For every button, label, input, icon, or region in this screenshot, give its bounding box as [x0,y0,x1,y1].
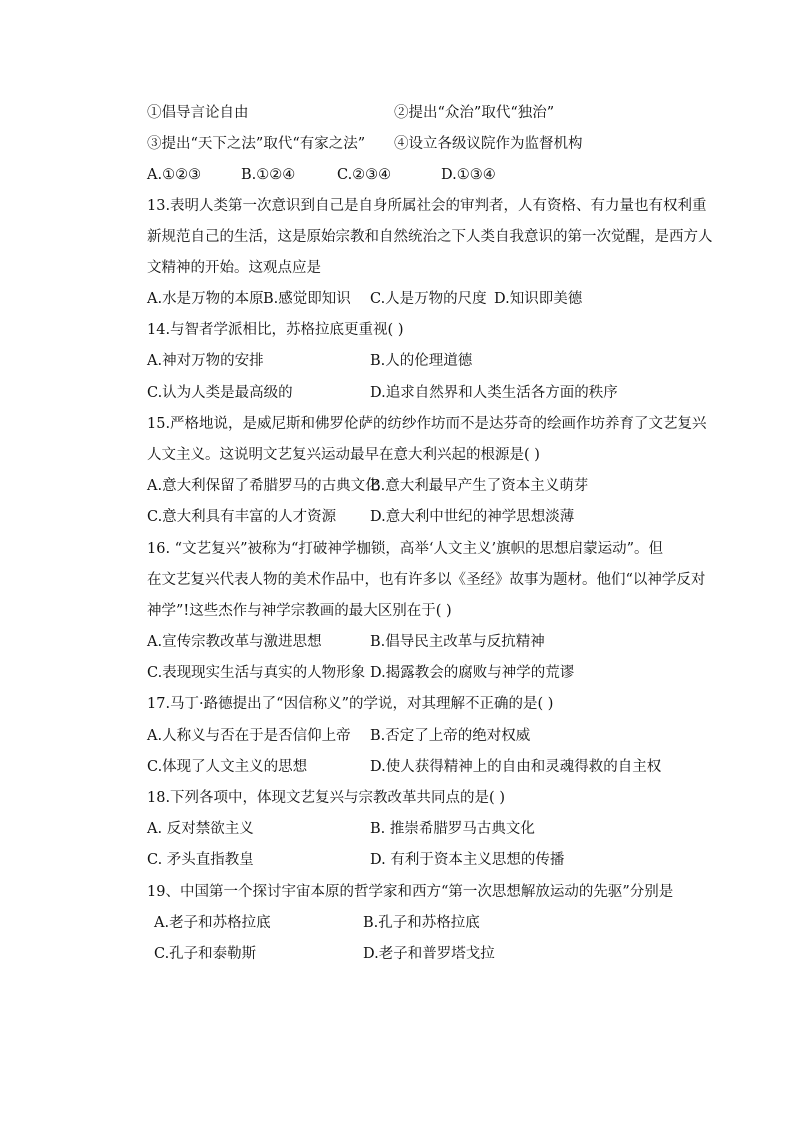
q13-option-c: C.人是万物的尺度 [370,291,487,307]
q13-option-a: A.水是万物的本原 [147,291,264,307]
q13-option-b: B.感觉即知识 [263,291,351,307]
q15-line-1: 15.严格地说，是威尼斯和佛罗伦萨的纺纱作坊而不是达芬奇的绘画作坊养育了文艺复兴 [147,416,707,432]
q17-option-b: B.否定了上帝的绝对权威 [370,728,531,744]
q14-option-a: A.神对万物的安排 [147,353,264,369]
q16-option-a: A.宣传宗教改革与激进思想 [147,634,322,650]
q19-option-c: C.孔子和泰勒斯 [154,946,257,962]
q16-line-2: 在文艺复兴代表人物的美术作品中，也有许多以《圣经》故事为题材。他们“以神学反对 [147,572,706,588]
q14-option-c: C.认为人类是最高级的 [147,385,293,401]
q16-option-d: D.揭露教会的腐败与神学的荒谬 [370,665,575,681]
q19-option-a: A.老子和苏格拉底 [154,915,271,931]
q19-option-b: B.孔子和苏格拉底 [363,915,480,931]
q18-option-b: B. 推崇希腊罗马古典文化 [370,821,535,837]
statement-2: ②提出“众治”取代“独治” [394,105,555,121]
q18-option-a: A. 反对禁欲主义 [147,821,254,837]
q19-option-d: D.老子和普罗塔戈拉 [363,946,495,962]
q14-option-d: D.追求自然界和人类生活各方面的秩序 [370,385,618,401]
q13-line-2: 新规范自己的生活，这是原始宗教和自然统治之下人类自我意识的第一次觉醒，是西方人 [147,229,713,245]
q15-line-2: 人文主义。这说明文艺复兴运动最早在意大利兴起的根源是( ) [147,447,540,463]
q13-option-d: D.知识即美德 [494,291,583,307]
statement-3: ③提出“天下之法”取代“有家之法” [147,136,366,152]
q15-option-b: B.意大利最早产生了资本主义萌芽 [370,478,589,494]
q19-stem: 19、中国第一个探讨宇宙本原的哲学家和西方“第一次思想解放运动的先驱”分别是 [147,884,674,900]
q17-option-d: D.使人获得精神上的自由和灵魂得救的自主权 [370,759,662,775]
q16-line-3: 神学”!这些杰作与神学宗教画的最大区别在于( ) [147,603,452,619]
q17-option-c: C.体现了人文主义的思想 [147,759,308,775]
statement-4: ④设立各级议院作为监督机构 [394,136,583,152]
q16-option-b: B.倡导民主改革与反抗精神 [370,634,545,650]
q15-option-a: A.意大利保留了希腊罗马的古典文化 [147,478,380,494]
statement-1: ①倡导言论自由 [147,105,249,121]
q13-line-3: 文精神的开始。这观点应是 [147,260,321,276]
option-d: D.①③④ [441,167,496,183]
option-c: C.②③④ [337,167,392,183]
q18-option-d: D. 有利于资本主义思想的传播 [370,852,565,868]
q14-option-b: B.人的伦理道德 [370,353,473,369]
q17-option-a: A.人称义与否在于是否信仰上帝 [147,728,351,744]
q15-option-c: C.意大利具有丰富的人才资源 [147,509,337,525]
q15-option-d: D.意大利中世纪的神学思想淡薄 [370,509,575,525]
q16-option-c: C.表现现实生活与真实的人物形象 [147,665,366,681]
option-a: A.①②③ [147,167,202,183]
q14-stem: 14.与智者学派相比，苏格拉底更重视( ) [147,322,404,338]
option-b: B.①②④ [241,167,296,183]
q18-option-c: C. 矛头直指教皇 [147,852,254,868]
q18-stem: 18.下列各项中，体现文艺复兴与宗教改革共同点的是( ) [147,790,505,806]
q16-line-1: 16. “文艺复兴”被称为“打破神学枷锁，高举‘人文主义’旗帜的思想启蒙运动”。但 [147,541,664,557]
q17-stem: 17.马丁·路德提出了“因信称义”的学说，对其理解不正确的是( ) [147,696,554,712]
q13-line-1: 13.表明人类第一次意识到自己是自身所属社会的审判者，人有资格、有力量也有权利重 [147,198,707,214]
